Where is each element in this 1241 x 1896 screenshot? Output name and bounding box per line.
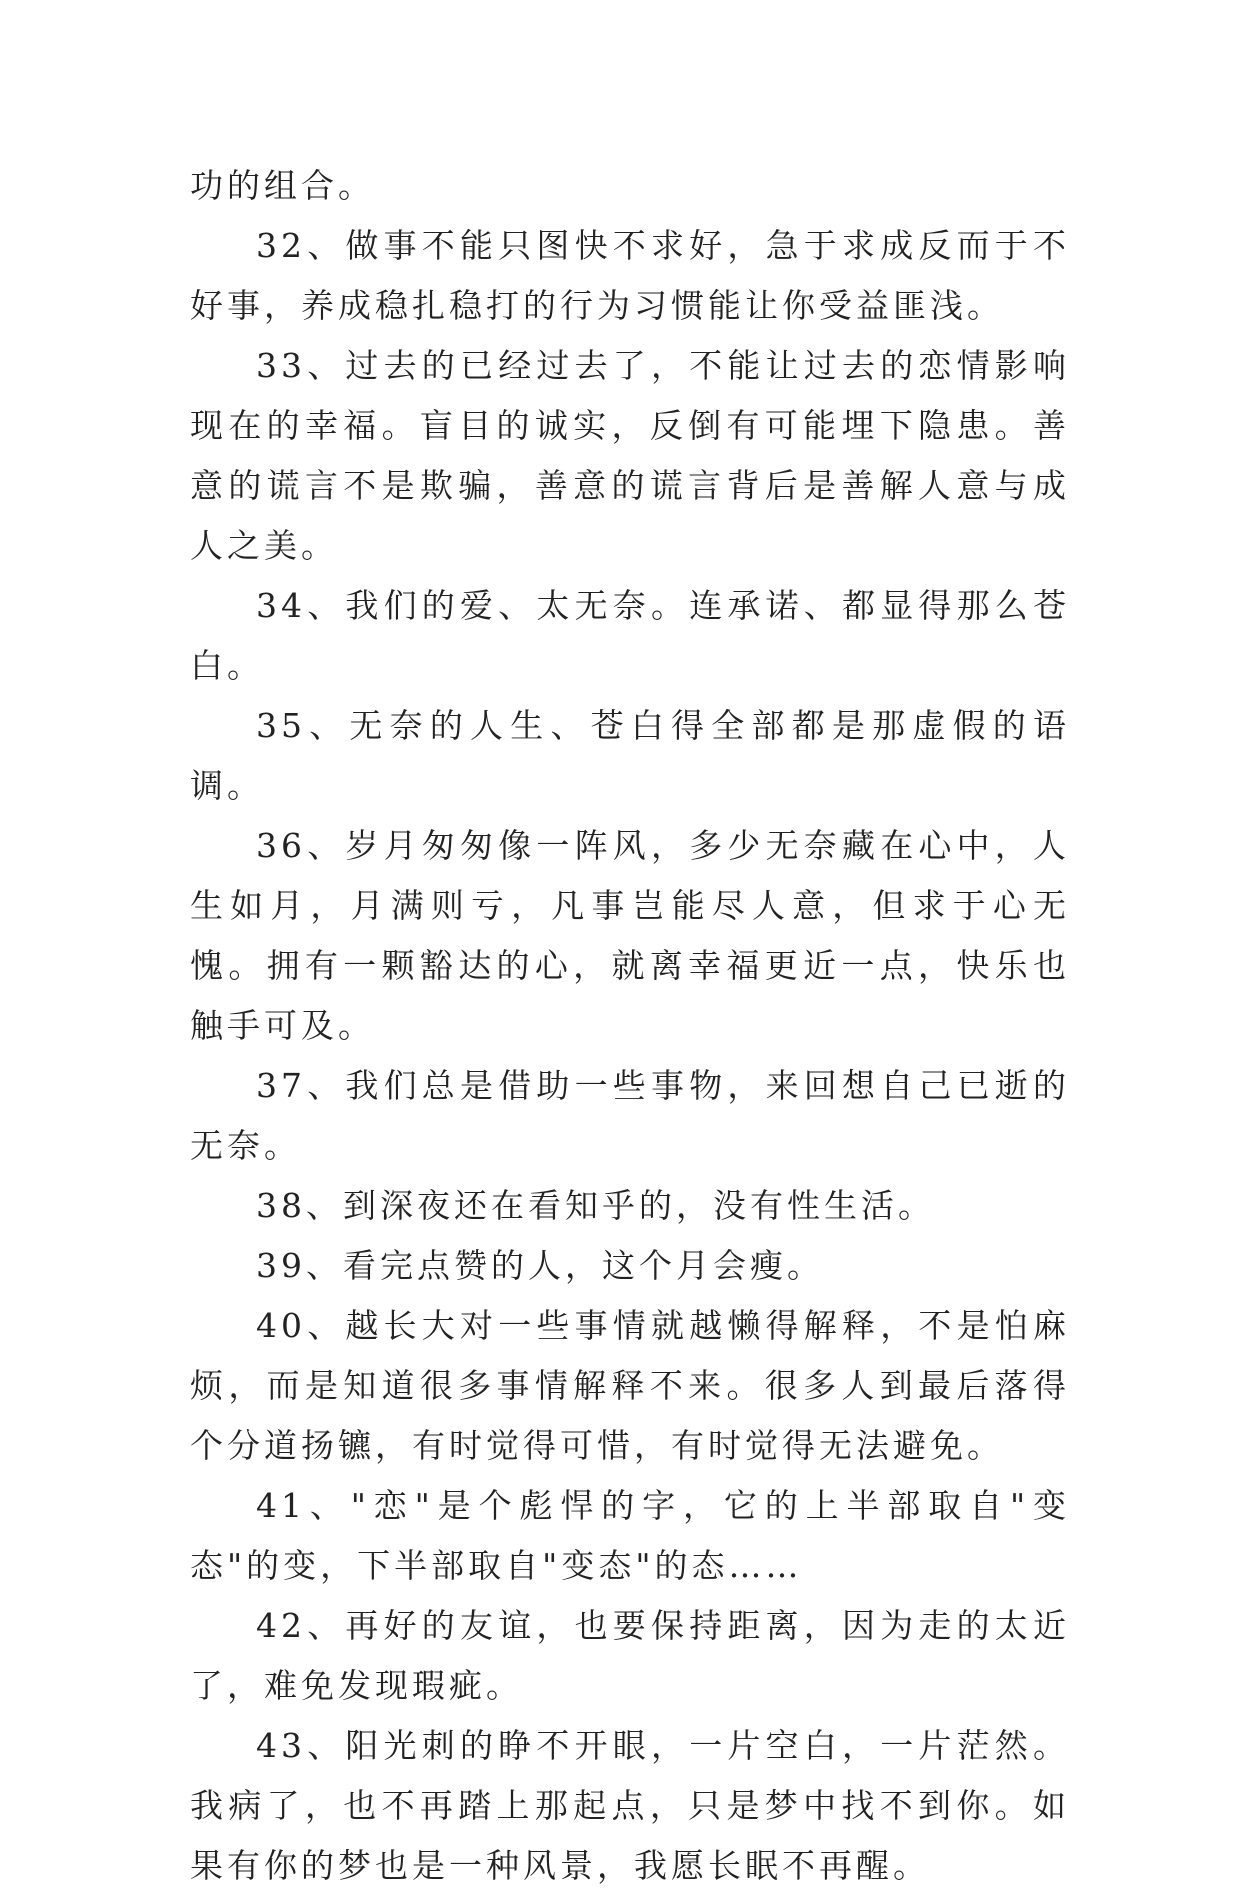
paragraph: 34、我们的爱、太无奈。连承诺、都显得那么苍白。 (190, 586, 1070, 685)
document-body (190, 156, 1070, 1896)
paragraph: 42、再好的友谊，也要保持距离，因为走的太近了，难免发现瑕疵。 (190, 1606, 1070, 1705)
paragraph: 39、看完点赞的人，这个月会瘦。 (256, 1246, 824, 1285)
paragraph: 37、我们总是借助一些事物，来回想自己已逝的无奈。 (190, 1066, 1070, 1165)
paragraph: 35、无奈的人生、苍白得全部都是那虚假的语调。 (190, 706, 1070, 805)
paragraph: 36、岁月匆匆像一阵风，多少无奈藏在心中，人生如月，月满则亏，凡事岂能尽人意，但求于心无愧。拥有一颗豁达的心，就离幸福更近一点，快乐也触手可及。 (190, 826, 1070, 1045)
paragraph: 功的组合。 (190, 166, 375, 205)
paragraph: 32、做事不能只图快不求好，急于求成反而于不好事，养成稳扎稳打的行为习惯能让你受益匪浅。 (190, 226, 1070, 325)
paragraph: 41、"恋"是个彪悍的字，它的上半部取自"变态"的变，下半部取自"变态"的态…… (190, 1486, 1070, 1585)
paragraph: 33、过去的已经过去了，不能让过去的恋情影响现在的幸福。盲目的诚实，反倒有可能埋下隐患。善意的谎言不是欺骗，善意的谎言背后是善解人意与成人之美。 (190, 346, 1070, 565)
paragraph: 43、阳光刺的睁不开眼，一片空白，一片茫然。我病了，也不再踏上那起点，只是梦中找不到你。如果有你的梦也是一种风景，我愿长眠不再醒。 (190, 1726, 1070, 1885)
paragraph: 38、到深夜还在看知乎的，没有性生活。 (256, 1186, 935, 1225)
paragraph: 40、越长大对一些事情就越懒得解释，不是怕麻烦，而是知道很多事情解释不来。很多人到最后落得个分道扬镳，有时觉得可惜，有时觉得无法避免。 (190, 1306, 1070, 1465)
